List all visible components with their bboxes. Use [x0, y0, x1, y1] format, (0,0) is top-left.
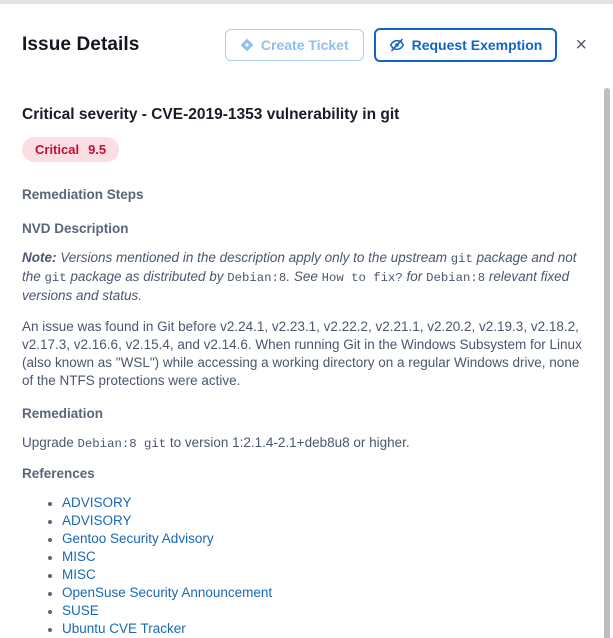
panel-header — [0, 4, 613, 62]
reference-link[interactable]: MISC — [62, 567, 96, 582]
note-label: Note: — [22, 250, 57, 265]
create-ticket-label: Create Ticket — [260, 37, 349, 53]
nvd-description-paragraph: An issue was found in Git before v2.24.1, v2.23.1, v2.22.2, v2.21.1, v2.20.2, v2.19.3, v2.18.2, v2.17.3, v2.16.6, v2.15.4, and v2.14.6. When running Git in the Windows Subsystem for Linux (also known as "WSL") while accessing a working directory on a regular Windows drive, none of the NTFS protections were active. — [22, 319, 582, 388]
list-item — [62, 620, 587, 638]
severity-score: 9.5 — [88, 142, 107, 157]
remediation-steps-heading: Remediation Steps — [22, 187, 144, 202]
list-item — [62, 584, 587, 602]
issue-title: Critical severity - CVE-2019-1353 vulnerability in git — [22, 106, 400, 123]
header-actions — [225, 28, 593, 62]
diamond-icon — [240, 38, 254, 52]
request-exemption-button[interactable] — [374, 28, 558, 62]
remediation-heading: Remediation — [22, 406, 104, 421]
reference-link[interactable]: OpenSuse Security Announcement — [62, 585, 273, 600]
reference-link[interactable]: ADVISORY — [62, 495, 132, 510]
references-heading: References — [22, 466, 95, 481]
list-item — [62, 530, 587, 548]
list-item — [62, 494, 587, 512]
list-item — [62, 602, 587, 620]
nvd-description-heading: NVD Description — [22, 221, 129, 236]
reference-link[interactable]: MISC — [62, 549, 96, 564]
reference-link[interactable]: Ubuntu CVE Tracker — [62, 621, 186, 636]
list-item — [62, 512, 587, 530]
severity-badge — [22, 137, 119, 162]
reference-link[interactable]: Gentoo Security Advisory — [62, 531, 214, 546]
list-item — [62, 566, 587, 584]
remediation-paragraph: Upgrade Debian:8 git to version 1:2.1.4-2.1+deb8u8 or higher. — [22, 435, 410, 451]
eye-off-icon — [389, 37, 405, 53]
create-ticket-button[interactable] — [225, 29, 364, 61]
issue-details-body — [0, 106, 613, 638]
references-list — [22, 494, 587, 638]
nvd-note-paragraph: Note: Versions mentioned in the description apply only to the upstream git package and not the git package as distributed by Debian:8. See How to fix? for Debian:8 relevant fixed versions and status. — [22, 250, 577, 303]
reference-link[interactable]: SUSE — [62, 603, 99, 618]
severity-label: Critical — [35, 142, 80, 157]
panel-title: Issue Details — [22, 34, 140, 55]
request-exemption-label: Request Exemption — [411, 37, 543, 53]
reference-link[interactable]: ADVISORY — [62, 513, 132, 528]
list-item — [62, 548, 587, 566]
close-icon[interactable]: × — [569, 31, 593, 59]
vertical-scrollbar-thumb[interactable] — [604, 88, 610, 638]
